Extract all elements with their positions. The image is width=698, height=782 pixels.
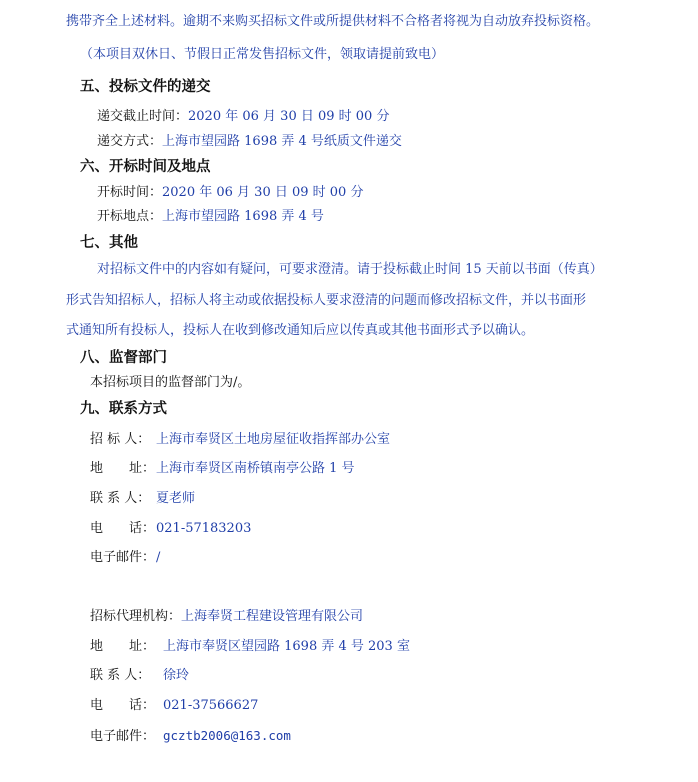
submission-method-value: 上海市望园路 1698 弄 4 号纸质文件递交 (162, 134, 402, 149)
bid-opening-time-value: 2020 年 06 月 30 日 09 时 00 分 (162, 185, 364, 200)
tenderer-email-value[interactable]: / (156, 550, 161, 565)
tenderer-org-value: 上海市奉贤区土地房屋征收指挥部办公室 (156, 432, 391, 447)
supervision-text: 本招标项目的监督部门为/。 (90, 375, 251, 390)
tenderer-email-label: 电子邮件： (90, 550, 156, 565)
submission-method-label: 递交方式： (97, 134, 163, 149)
tenderer-contact (90, 490, 195, 508)
tenderer-address (90, 460, 355, 478)
tenderer-phone-value: 021-57183203 (156, 521, 252, 536)
agent-org-value: 上海奉贤工程建设管理有限公司 (181, 609, 364, 624)
section-7-para-line-1: 对招标文件中的内容如有疑问，可要求澄清。请于投标截止时间 15 天前以书面（传真） (97, 262, 603, 277)
section-7-heading: 七、其他 (80, 235, 138, 251)
bid-opening-place-label: 开标地点： (97, 209, 163, 224)
submission-method (97, 133, 402, 151)
bid-opening-time-label: 开标时间： (97, 185, 163, 200)
submission-deadline-label: 递交截止时间： (97, 109, 189, 124)
tenderer-contact-label: 联 系 人： (90, 491, 151, 506)
submission-deadline (97, 108, 389, 126)
agent-address-value: 上海市奉贤区望园路 1698 弄 4 号 203 室 (163, 639, 410, 654)
agent-email-label: 电子邮件： (90, 729, 156, 744)
bid-opening-place-value: 上海市望园路 1698 弄 4 号 (162, 209, 324, 224)
tenderer-org-label: 招 标 人： (90, 432, 151, 447)
tenderer-address-label: 地 址： (90, 461, 156, 476)
bid-opening-time (97, 184, 363, 202)
agent-phone-label: 电 话： (90, 698, 156, 713)
agent-contact-value: 徐玲 (163, 668, 190, 683)
agent-email (90, 727, 291, 746)
section-7-para-line-2: 形式告知招标人，招标人将主动或依据投标人要求澄清的问题而修改招标文件，并以书面形 (66, 293, 587, 308)
section-5-heading: 五、投标文件的递交 (80, 79, 211, 95)
agent-org (90, 608, 363, 626)
agent-phone-value: 021-37566627 (163, 698, 259, 713)
bid-opening-place (97, 208, 324, 226)
agent-contact-label: 联 系 人： (90, 668, 151, 683)
agent-email-value[interactable]: gcztb2006@163.com (163, 728, 291, 743)
section-7-para-line-3: 式通知所有投标人，投标人在收到修改通知后应以传真或其他书面形式予以确认。 (66, 323, 535, 338)
tenderer-phone (90, 520, 251, 538)
agent-phone (90, 697, 258, 715)
tenderer-address-value: 上海市奉贤区南桥镇南亭公路 1 号 (156, 461, 355, 476)
section-8-heading: 八、监督部门 (80, 350, 167, 366)
agent-org-label: 招标代理机构： (90, 609, 182, 624)
section-9-heading: 九、联系方式 (80, 401, 167, 417)
agent-contact (90, 667, 189, 685)
agent-address-label: 地 址： (90, 639, 156, 654)
agent-address (90, 638, 410, 656)
submission-deadline-value: 2020 年 06 月 30 日 09 时 00 分 (188, 109, 390, 124)
tenderer-email (90, 549, 160, 567)
tenderer-phone-label: 电 话： (90, 521, 156, 536)
intro-line-2: （本项目双休日、节假日正常发售招标文件，领取请提前致电） (80, 47, 445, 62)
tenderer-org (90, 431, 390, 449)
section-6-heading: 六、开标时间及地点 (80, 159, 211, 175)
tenderer-contact-value: 夏老师 (156, 491, 196, 506)
intro-line-1: 携带齐全上述材料。逾期不来购买招标文件或所提供材料不合格者将视为自动放弃投标资格。 (66, 14, 600, 29)
